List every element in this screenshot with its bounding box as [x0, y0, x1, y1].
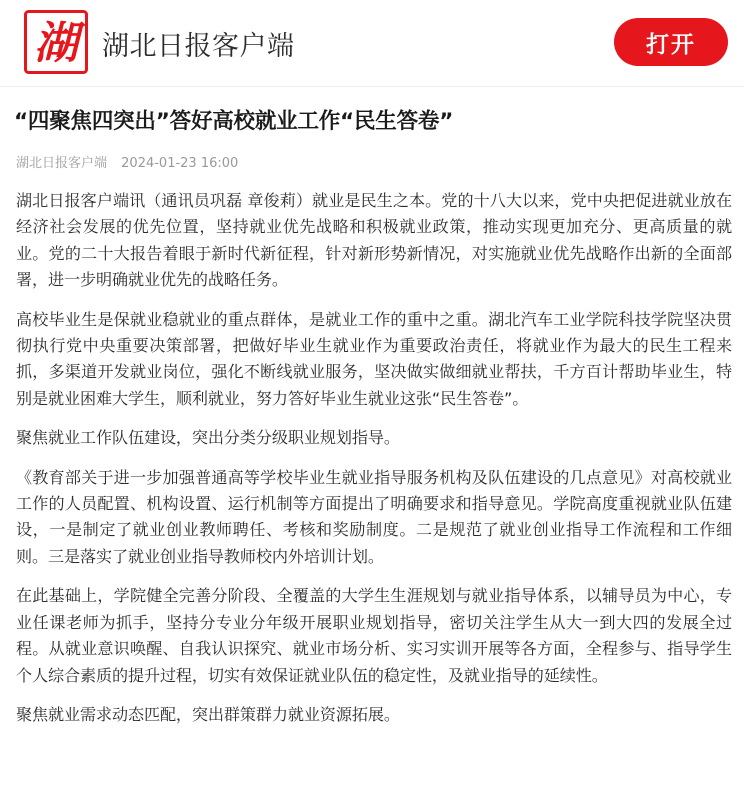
- article-meta: [16, 152, 238, 171]
- article-paragraph: 聚焦就业工作队伍建设，突出分类分级职业规划指导。: [16, 428, 400, 448]
- hubei-daily-logo-icon: [24, 10, 88, 74]
- top-bar: [0, 0, 744, 87]
- article-datetime: 2024-01-23 16:00: [121, 156, 239, 171]
- article-paragraph: 《教育部关于进一步加强普通高等学校毕业生就业指导服务机构及队伍建设的几点意见》对高校就业工作的人员配置、机构设置、运行机制等方面提出了明确要求和指导意见。学院高度重视就业队伍建设，一是制定了就业创业教师聘任、考核和奖励制度。二是规范了就业创业指导工作流程和工作细则。三是落实了就业创业指导教师校内外培训计划。: [16, 467, 732, 566]
- article-paragraph: 聚焦就业需求动态匹配，突出群策群力就业资源拓展。: [16, 704, 400, 724]
- app-logo[interactable]: [24, 10, 88, 74]
- app-name: 湖北日报客户端: [102, 31, 295, 62]
- open-app-button[interactable]: 打开: [614, 18, 728, 66]
- article-paragraph: 在此基础上，学院健全完善分阶段、全覆盖的大学生生涯规划与就业指导体系，以辅导员为中心，专业任课老师为抓手，坚持分专业分年级开展职业规划指导，密切关注学生从大一到大四的发展全过程。从就业意识唤醒、自我认识探究、就业市场分析、实习实训开展等各方面，全程参与、指导学生个人综合素质的提升过程，切实有效保证就业队伍的稳定性，及就业指导的延续性。: [16, 586, 732, 685]
- article-body: [16, 188, 732, 741]
- logo-char: 湖: [34, 18, 78, 69]
- article-paragraph: 湖北日报客户端讯（通讯员巩磊 章俊莉）就业是民生之本。党的十八大以来，党中央把促进就业放在经济社会发展的优先位置，坚持就业优先战略和积极就业政策，推动实现更加充分、更高质量的就业。党的二十大报告着眼于新时代新征程，针对新形势新情况，对实施就业优先战略作出新的全面部署，进一步明确就业优先的战略任务。: [16, 191, 732, 290]
- article-source: 湖北日报客户端: [16, 156, 108, 171]
- article-paragraph: 高校毕业生是保就业稳就业的重点群体，是就业工作的重中之重。湖北汽车工业学院科技学院坚决贯彻执行党中央重要决策部署，把做好毕业生就业作为重要政治责任，将就业作为最大的民生工程来抓，多渠道开发就业岗位，强化不断线就业服务，坚决做实做细就业帮扶，千方百计帮助毕业生，特别是就业困难大学生，顺利就业，努力答好毕业生就业这张“民生答卷”。: [16, 309, 732, 408]
- article-title: “四聚焦四突出”答好高校就业工作“民生答卷”: [14, 109, 454, 134]
